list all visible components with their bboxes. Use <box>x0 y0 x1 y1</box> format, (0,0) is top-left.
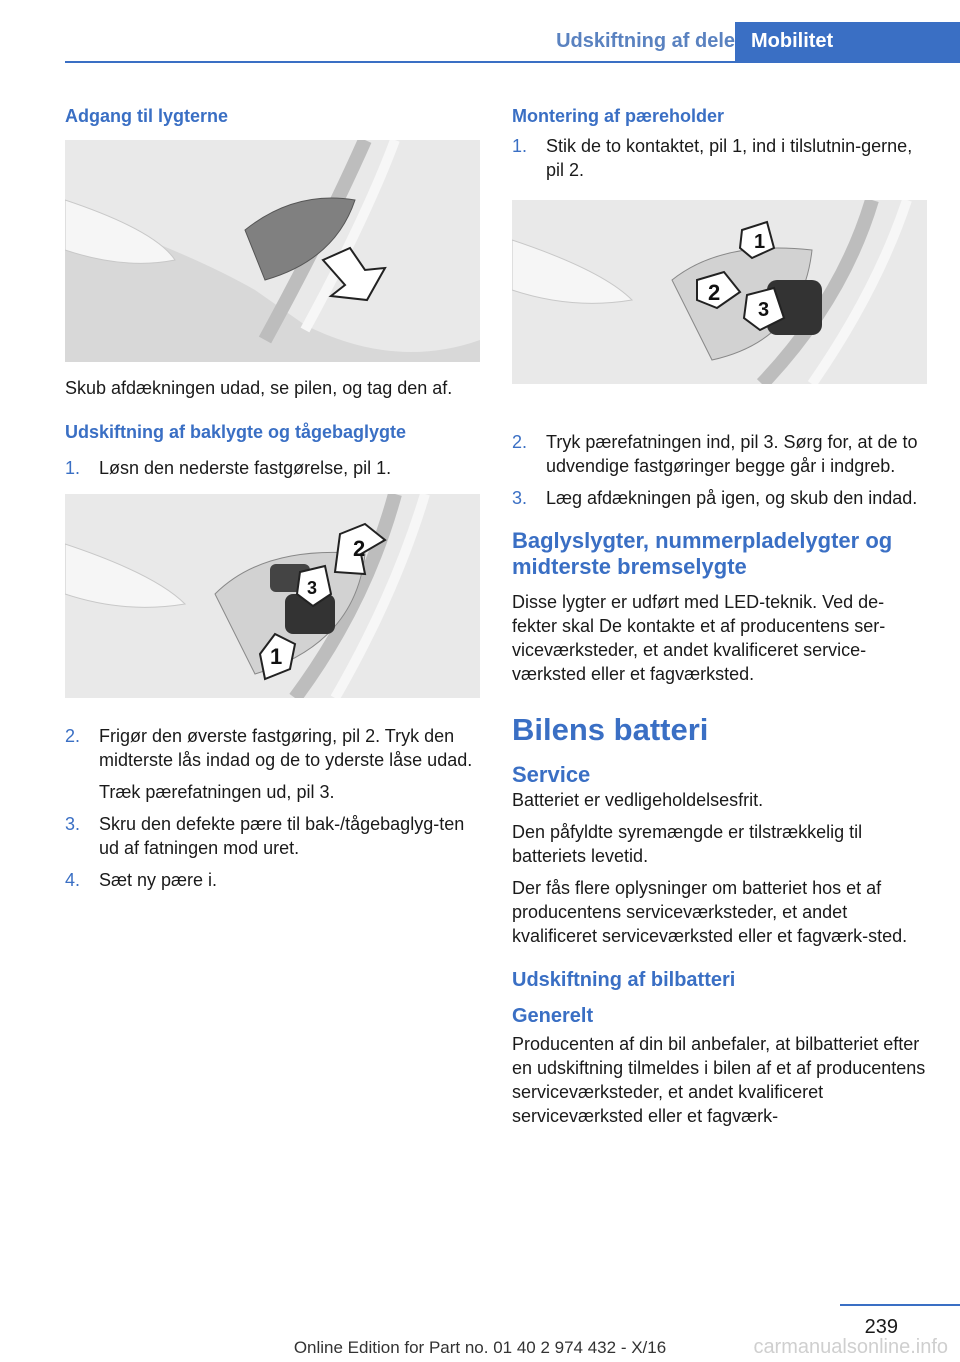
heading-tail-lamps-led: Baglyslygter, nummerpladelygter og midterste bremselygte <box>512 528 893 579</box>
right-step-2: 2. Tryk pærefatningen ind, pil 3. Sørg for, at de to udvendige fastgøringer begge går i indgreb. <box>512 432 918 476</box>
right-step-1: 1. Stik de to kontaktet, pil 1, ind i tilslutnin-gerne, pil 2. <box>512 136 913 180</box>
heading-general: Generelt <box>512 1005 594 1027</box>
right-step-3: 3. Læg afdækningen på igen, og skub den indad. <box>512 488 918 508</box>
page-header <box>0 0 960 62</box>
header-section-title: Udskiftning af dele <box>556 30 735 52</box>
para-more-info: Der fås flere oplysninger om batteriet hos et af producentens serviceværksteder, et andet kvalificeret serviceværksted eller et fagværk-sted. <box>512 878 908 946</box>
figure-label-3: 3 <box>307 578 318 598</box>
figure-label-2: 2 <box>708 280 721 305</box>
footer-rule <box>840 1304 960 1306</box>
heading-mount-bulb-holder: Montering af pæreholder <box>512 106 725 126</box>
figure-label-2: 2 <box>353 536 366 561</box>
para-acid-quantity: Den påfyldte syremængde er tilstrækkelig til batteriets levetid. <box>512 822 863 866</box>
edition-note: Online Edition for Part no. 01 40 2 974 432 - X/16 <box>293 1338 667 1357</box>
illustration-connectors <box>512 200 927 384</box>
illustration-cover-removal <box>65 140 480 362</box>
left-column <box>65 104 480 900</box>
para-push-cover: Skub afdækningen udad, se pilen, og tag den af. <box>65 378 453 398</box>
figure-label-3: 3 <box>758 299 770 321</box>
page-number: 239 <box>864 1316 898 1338</box>
left-step-4: 4. Sæt ny pære i. <box>65 870 218 890</box>
heading-access-lamps: Adgang til lygterne <box>65 106 229 126</box>
header-rule <box>65 61 960 63</box>
chapter-title-battery: Bilens batteri <box>512 712 709 747</box>
header-tab-mobility: Mobilitet <box>735 22 960 62</box>
left-step-2: 2. Frigør den øverste fastgøring, pil 2. Tryk den midterste lås indad og de to yderste låse udad. <box>65 726 473 770</box>
figure-label-1: 1 <box>754 231 766 253</box>
para-led-technology: Disse lygter er udført med LED-teknik. Ved de-fekter skal De kontakte et af producentens ser-viceværksteder, et andet kvalificeret service-værksted eller et fagværksted. <box>512 592 886 684</box>
para-maintenance-free: Batteriet er vedligeholdelsesfrit. <box>512 790 764 810</box>
figure-label-1: 1 <box>270 644 283 669</box>
left-step-1: 1. Løsn den nederste fastgørelse, pil 1. <box>65 458 392 478</box>
left-step-3: 3. Skru den defekte pære til bak-/tågebaglyg-ten ud af fatningen mod uret. <box>65 814 465 858</box>
heading-service: Service <box>512 762 591 787</box>
para-register-battery: Producenten af din bil anbefaler, at bilbatteriet efter en udskiftning tilmeldes i bilen af et af producentens serviceværksteder, et andet kvalificeret serviceværksted eller et fagværk- <box>512 1034 926 1126</box>
left-step-2-continuation: Træk pærefatningen ud, pil 3. <box>99 782 335 802</box>
watermark: carmanualsonline.info <box>753 1336 948 1358</box>
illustration-bulb-holder <box>65 494 480 698</box>
right-column <box>512 104 927 1136</box>
heading-reverse-fog: Udskiftning af baklygte og tågebaglygte <box>65 422 407 442</box>
heading-replace-battery: Udskiftning af bilbatteri <box>512 969 736 991</box>
